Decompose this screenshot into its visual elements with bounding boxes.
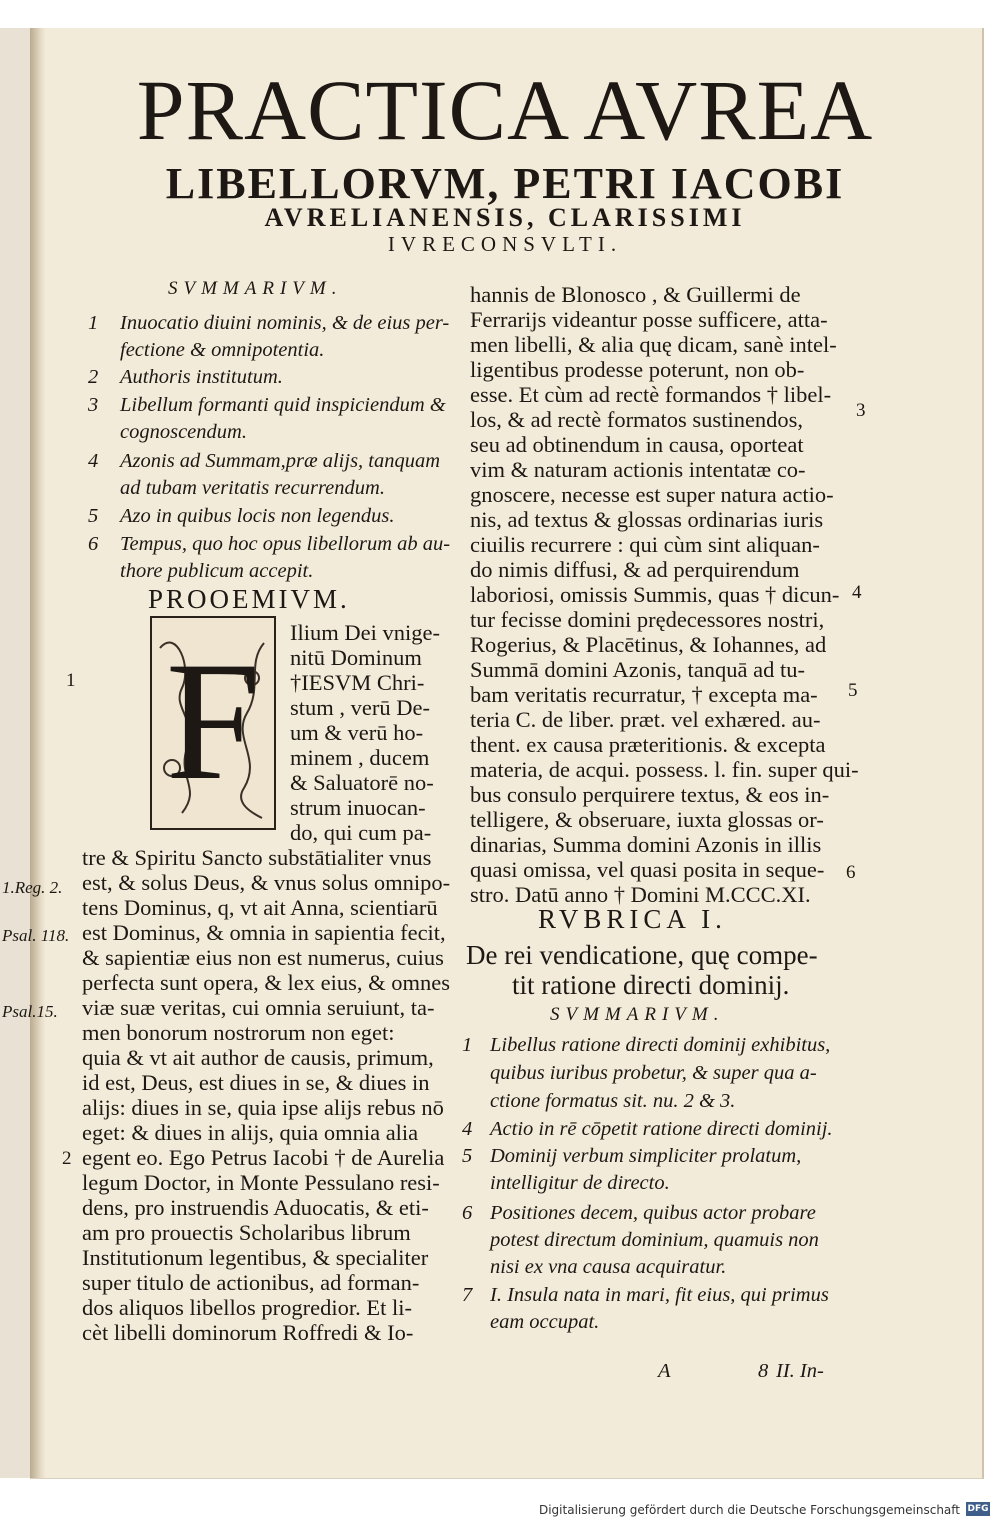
summary-number: 7 (462, 1284, 473, 1306)
body-line: Ferrarijs videantur posse sufficere, atta- (470, 307, 828, 332)
title-line-1: PRACTICA AVREA (136, 62, 874, 158)
summary-number: 6 (462, 1202, 473, 1224)
margin-citation: Psal. 118. (2, 926, 70, 945)
dfg-logo-icon: DFG (967, 1504, 989, 1514)
page-edge (0, 28, 30, 1478)
body-line: telligere, & obseruare, iuxta glossas or- (470, 807, 824, 832)
body-line: eget: & diues in alijs, quia omnia alia (82, 1120, 419, 1145)
summary-line: thore publicum accepit. (120, 560, 314, 582)
summary-line: Azonis ad Summam,præ alijs, tanquam (120, 450, 441, 472)
body-line: est Dominus, & omnia in sapientia fecit, (82, 920, 446, 945)
margin-number: 5 (848, 680, 858, 701)
body-line: laboriosi, omissis Summis, quas † dicun- (470, 582, 840, 607)
margin-number: 3 (856, 400, 866, 421)
summary-line: quibus iuribus probetur, & super qua a- (490, 1062, 817, 1084)
margin-number: 6 (846, 862, 856, 883)
summary-line: ctione formatus sit. nu. 2 & 3. (490, 1090, 736, 1112)
body-line: legum Doctor, in Monte Pessulano resi- (82, 1170, 440, 1195)
body-line: id est, Deus, est diues in se, & diues in (82, 1070, 430, 1095)
summary-number: 2 (88, 366, 99, 388)
body-line: do nimis diffusi, & ad perquirendum (470, 557, 800, 582)
body-line: hannis de Blonosco , & Guillermi de (470, 282, 801, 307)
margin-citation: Psal.15. (2, 1002, 58, 1021)
footer-funding-text: Digitalisierung gefördert durch die Deutsche Forschungsgemeinschaft (538, 1503, 960, 1517)
signature-mark: A (658, 1360, 671, 1382)
body-line: perfecta sunt opera, & lex eius, & omnes (82, 970, 451, 995)
prooemium-line: minem , ducem (290, 745, 430, 770)
body-line: quasi omissa, vel quasi posita in seque- (470, 857, 825, 882)
rubric-heading: RVBRICA I. (538, 904, 727, 934)
title-line-2: LIBELLORVM, PETRI IACOBI (165, 159, 845, 208)
body-line: am pro prouectis Scholaribus librum (82, 1220, 411, 1245)
prooemium-line: stum , verū De- (290, 695, 430, 720)
summary-line: fectione & omnipotentia. (120, 339, 325, 361)
body-line: dinarias, Summa domini Azonis in illis (470, 832, 822, 857)
prooemium-line: & Saluatorē no- (290, 770, 434, 795)
summary-line: ad tubam veritatis recurrendum. (120, 477, 385, 499)
body-line: & sapientiæ eius non est numerus, cuius (82, 945, 444, 970)
body-line: dens, pro instruendis Aduocatis, & eti- (82, 1195, 429, 1220)
prooemium-line: um & verū ho- (290, 720, 424, 745)
body-line: nis, ad textus & glossas ordinarias iuris (470, 507, 824, 532)
body-line: viæ suæ veritas, cui omnia seruiunt, ta- (82, 995, 435, 1020)
prooemium-line: Ilium Dei vnige- (290, 620, 440, 645)
summary-number: 1 (462, 1034, 473, 1056)
body-line: stro. Datū anno † Domini M.CCC.XI. (470, 882, 811, 907)
summary-line: Libellus ratione directi dominij exhibitus, (490, 1034, 831, 1056)
body-line: teria C. de liber. præt. vel exhæred. au- (470, 707, 821, 732)
body-line: Institutionum legentibus, & specialiter (82, 1245, 429, 1270)
body-line: seu ad obtinendum in causa, oporteat (470, 432, 804, 457)
margin-number: 2 (62, 1148, 72, 1169)
body-line: materia, de acqui. possess. l. fin. super qui- (470, 757, 859, 782)
body-line: men libelli, & alia quę dicam, sanè intel- (470, 332, 837, 357)
summary-line: Authoris institutum. (120, 366, 283, 388)
summary-line: Positiones decem, quibus actor probare (490, 1202, 816, 1224)
summary-number: 5 (462, 1145, 473, 1167)
summary-line: Tempus, quo hoc opus libellorum ab au- (120, 533, 451, 555)
prooemium-line: nitū Dominum (290, 645, 422, 670)
title-line-4: IVRECONSVLTI. (387, 232, 623, 256)
body-line: tens Dominus, q, vt ait Anna, scientiarū (82, 895, 438, 920)
summary-number: 5 (88, 505, 99, 527)
summary-line: Inuocatio diuini nominis, & de eius per- (120, 312, 450, 334)
prooemium-line: strum inuocan- (290, 795, 426, 820)
section-heading-prooemium: PROOEMIVM. (148, 584, 350, 614)
summary-line: cognoscendum. (120, 421, 247, 443)
catchword: II. In- (776, 1360, 824, 1382)
prooemium-line: †IESVM Chri- (290, 670, 425, 695)
body-line: Summā domini Azonis, tanquā ad tu- (470, 657, 805, 682)
summary-number: 4 (88, 450, 99, 472)
summary-line: I. Insula nata in mari, fit eius, qui primus (490, 1284, 829, 1306)
body-line: est, & solus Deus, & vnus solus omnipo- (82, 870, 451, 895)
summary-line: Libellum formanti quid inspiciendum & (120, 394, 446, 416)
summary-line: Dominij verbum simpliciter prolatum, (490, 1145, 802, 1167)
body-line: dos aliquos libellos progredior. Et li- (82, 1295, 412, 1320)
summary-number: 4 (462, 1118, 473, 1140)
summary-line: Azo in quibus locis non legendus. (120, 505, 395, 527)
summary-number: 6 (88, 533, 99, 555)
body-line: tur fecisse domini prędecessores nostri, (470, 607, 825, 632)
summary-number: 1 (88, 312, 99, 334)
body-line: thent. ex causa præteritionis. & excepta (470, 732, 826, 757)
rubric-title-line: De rei vendicatione, quę compe- (466, 940, 818, 970)
body-line: esse. Et cùm ad rectè formandos † libel- (470, 382, 832, 407)
summary-line: intelligitur de directo. (490, 1172, 670, 1194)
body-line: gnoscere, necesse est super natura actio- (470, 482, 834, 507)
summary-number: 3 (88, 394, 99, 416)
body-line: cèt libelli dominorum Roffredi & Io- (82, 1320, 414, 1345)
body-line: bus consulo perquirere textus, & eos in- (470, 782, 830, 807)
margin-citation: 1.Reg. 2. (2, 878, 63, 897)
body-line: bam veritatis recurratur, † excepta ma- (470, 682, 818, 707)
summary-line: Actio in rē cōpetit ratione directi dominij. (490, 1118, 833, 1140)
prooemium-line: do, qui cum pa- (290, 820, 432, 845)
summary-line: nisi ex vna causa acquiratur. (490, 1256, 727, 1278)
title-line-3: AVRELIANENSIS, CLARISSIMI (264, 203, 746, 232)
body-line: ligentibus prodesse poterunt, non ob- (470, 357, 805, 382)
body-line: alijs: diues in se, quia ipse alijs rebus nō (82, 1095, 444, 1120)
initial-letter: F (165, 627, 261, 815)
body-line: vim & naturam actionis intentatæ co- (470, 457, 806, 482)
summary-heading-left: SVMMARIVM. (168, 278, 343, 299)
body-line: tre & Spiritu Sancto substātialiter vnus (82, 845, 432, 870)
body-line: quia & vt ait author de causis, primum, (82, 1045, 434, 1070)
body-line: egent eo. Ego Petrus Iacobi † de Aurelia (82, 1145, 445, 1170)
body-line: super titulo de actionibus, ad forman- (82, 1270, 420, 1295)
body-line: ciuilis recurrere : qui cùm sint aliquan- (470, 532, 820, 557)
body-line: los, & ad rectè formatos sustinendos, (470, 407, 804, 432)
catchword-number: 8 (758, 1360, 769, 1382)
rubric-title-line: tit ratione directi dominij. (512, 970, 790, 1000)
margin-number: 1 (66, 670, 76, 691)
summary-line: eam occupat. (490, 1311, 600, 1333)
body-line: Rogerius, & Placētinus, & Iohannes, ad (470, 632, 827, 657)
margin-number: 4 (852, 582, 862, 603)
body-line: men bonorum nostrorum non eget: (82, 1020, 395, 1045)
decorated-initial (150, 616, 276, 830)
summary-line: potest directum dominium, quamuis non (490, 1229, 819, 1251)
summary-heading-right: SVMMARIVM. (550, 1004, 725, 1025)
page-gutter-shadow (30, 28, 46, 1478)
